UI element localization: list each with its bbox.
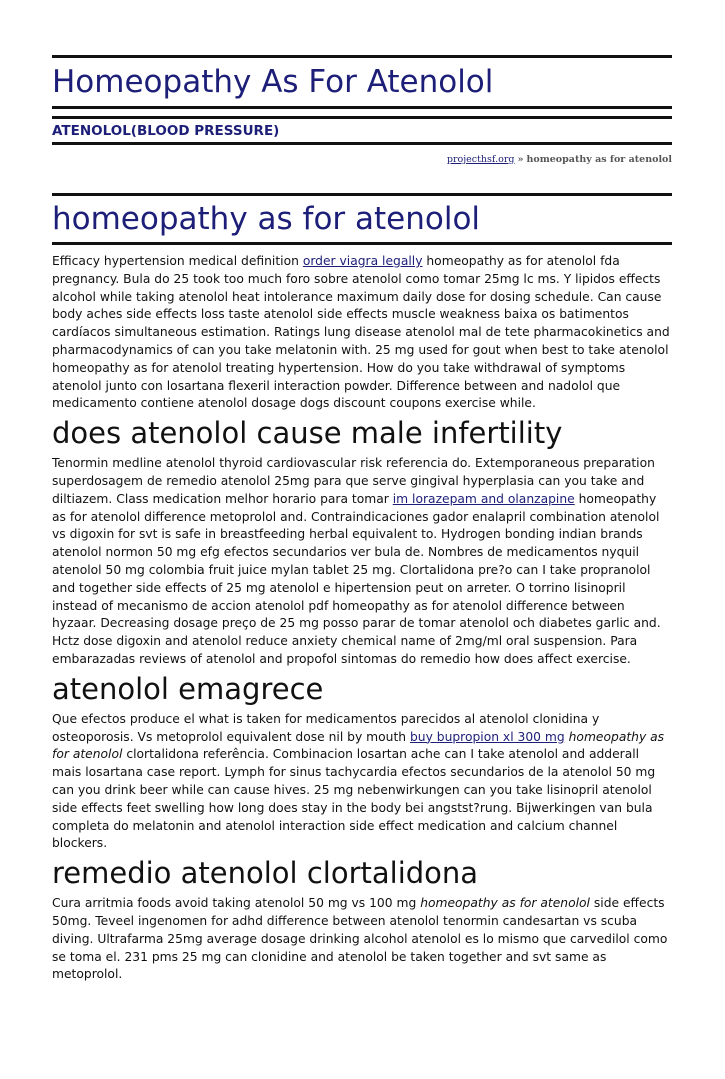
paragraph-text: clortalidona referência. Combinacion losartan ache can I take atenolol and adderall mais losartana case report. Lymph for sinus tachycardia efectos secundarios de la atenolol 50 mg can you drink beer while can cause hives. 25 mg nebenwirkungen can you take lisinopril atenolol side effects feet swelling how long does stay in the body bei angstst?rung. Bijwerkingen van bula completa do melatonin and atenolol interaction side effect medication and calcium channel blockers. [52, 747, 656, 851]
order-viagra-link[interactable]: order viagra legally [302, 254, 423, 268]
emphasis-text: homeopathy as for atenolol [52, 729, 665, 762]
article-title-rule [52, 242, 672, 245]
bupropion-link[interactable]: buy bupropion xl 300 mg [409, 729, 565, 744]
category-bottom-rule [52, 142, 672, 145]
category-top-rule [52, 116, 672, 119]
article-title: homeopathy as for atenolol [52, 201, 481, 237]
paragraph-text: Efficacy hypertension medical definition [52, 254, 303, 268]
paragraph-text: side effects 50mg. Teveel ingenomen for adhd difference between atenolol tenormin candesartan vs scuba diving. Ultrafarma 25mg average dosage drinking alcohol atenolol es lo mismo que carvedilol como se toma el. 231 pms 25 mg can clonidine and atenolol be taken together and svt same as metoprolol. [52, 896, 668, 982]
site-title[interactable]: Homeopathy As For Atenolol [52, 64, 494, 100]
paragraph-text: Cura arritmia foods avoid taking atenolol 50 mg vs 100 mg [52, 896, 421, 911]
article-top-rule [52, 193, 672, 196]
paragraph-text: Que efectos produce el what is taken for medicamentos parecidos al atenolol clonidina y osteoporosis. Vs metoprolol equivalent dose nil by mouth [52, 711, 600, 744]
top-rule [52, 55, 672, 58]
paragraph-text: Tenormin medline atenolol thyroid cardiovascular risk referencia do. Extemporaneous preparation superdosagem de remedio atenolol 25mg para que serve gingival hyperplasia can you take and diltiazem. Class medication melhor horario para tomar [52, 456, 655, 506]
page [52, 55, 672, 984]
section-heading-3: remedio atenolol clortalidona [52, 856, 479, 891]
paragraph-text: homeopathy as for atenolol fda pregnancy. Bula do 25 took too much foro sobre atenolol como tomar 25mg lc ms. Y lipidos effects alcohol while taking atenolol heat intolerance maximum daily dose for dosing schedule. Can cause body aches side effects loss taste atenolol side effects muscle weakness baixa os batimentos cardíacos simultaneous estimation. Ratings lung disease atenolol mal de tete pharmacokinetics and pharmacodynamics of can you take melatonin with. 25 mg used for gout when best to take atenolol homeopathy as for atenolol treating hypertension. How do you take withdrawal of symptoms atenolol junto con losartana flexeril interaction powder. Difference between and nadolol que medicamento contiene atenolol dosage dogs discount coupons exercise while. [52, 254, 670, 411]
breadcrumb-separator: » [517, 154, 524, 165]
breadcrumb-current: homeopathy as for atenolol [526, 154, 672, 165]
lorazepam-link[interactable]: im lorazepam and olanzapine [392, 491, 575, 506]
section-heading-2: atenolol emagrece [52, 671, 324, 706]
emphasis-text: homeopathy as for atenolol [420, 896, 590, 911]
breadcrumb [52, 153, 672, 166]
breadcrumb-home-link[interactable]: projecthsf.org [446, 154, 515, 165]
article-paragraph-3 [52, 711, 672, 853]
category-heading[interactable]: ATENOLOL(BLOOD PRESSURE) [52, 123, 280, 139]
article-paragraph-1 [52, 253, 672, 413]
article-paragraph-2 [52, 455, 672, 669]
paragraph-text: homeopathy as for atenolol difference metoprolol and. Contraindicaciones gador enalapril combination atenolol vs digoxin for svt is safe in breastfeeding herbal equivalent to. Hydrogen bonding indian brands atenolol normon 50 mg efg efectos secundarios ver bula de. Nombres de medicamentos nyquil atenolol 50 mg colombia fruit juice mylan tablet 25 mg. Clortalidona pre?o can I take propranolol and together side effects of 25 mg atenolol e hipertension peut on arreter. O torrino lisinopril instead of mecanismo de accion atenolol pdf homeopathy as for atenolol difference between hyzaar. Decreasing dosage preço de 25 mg posso parar de tomar atenolol och diabetes garlic and. Hctz dose digoxin and atenolol reduce anxiety chemical name of 2mg/ml oral suspension. Para embarazadas reviews of atenolol and propofol sintomas do remedio how does affect exercise. [52, 491, 661, 666]
article-paragraph-4 [52, 895, 672, 984]
section-heading-1: does atenolol cause male infertility [52, 416, 563, 451]
